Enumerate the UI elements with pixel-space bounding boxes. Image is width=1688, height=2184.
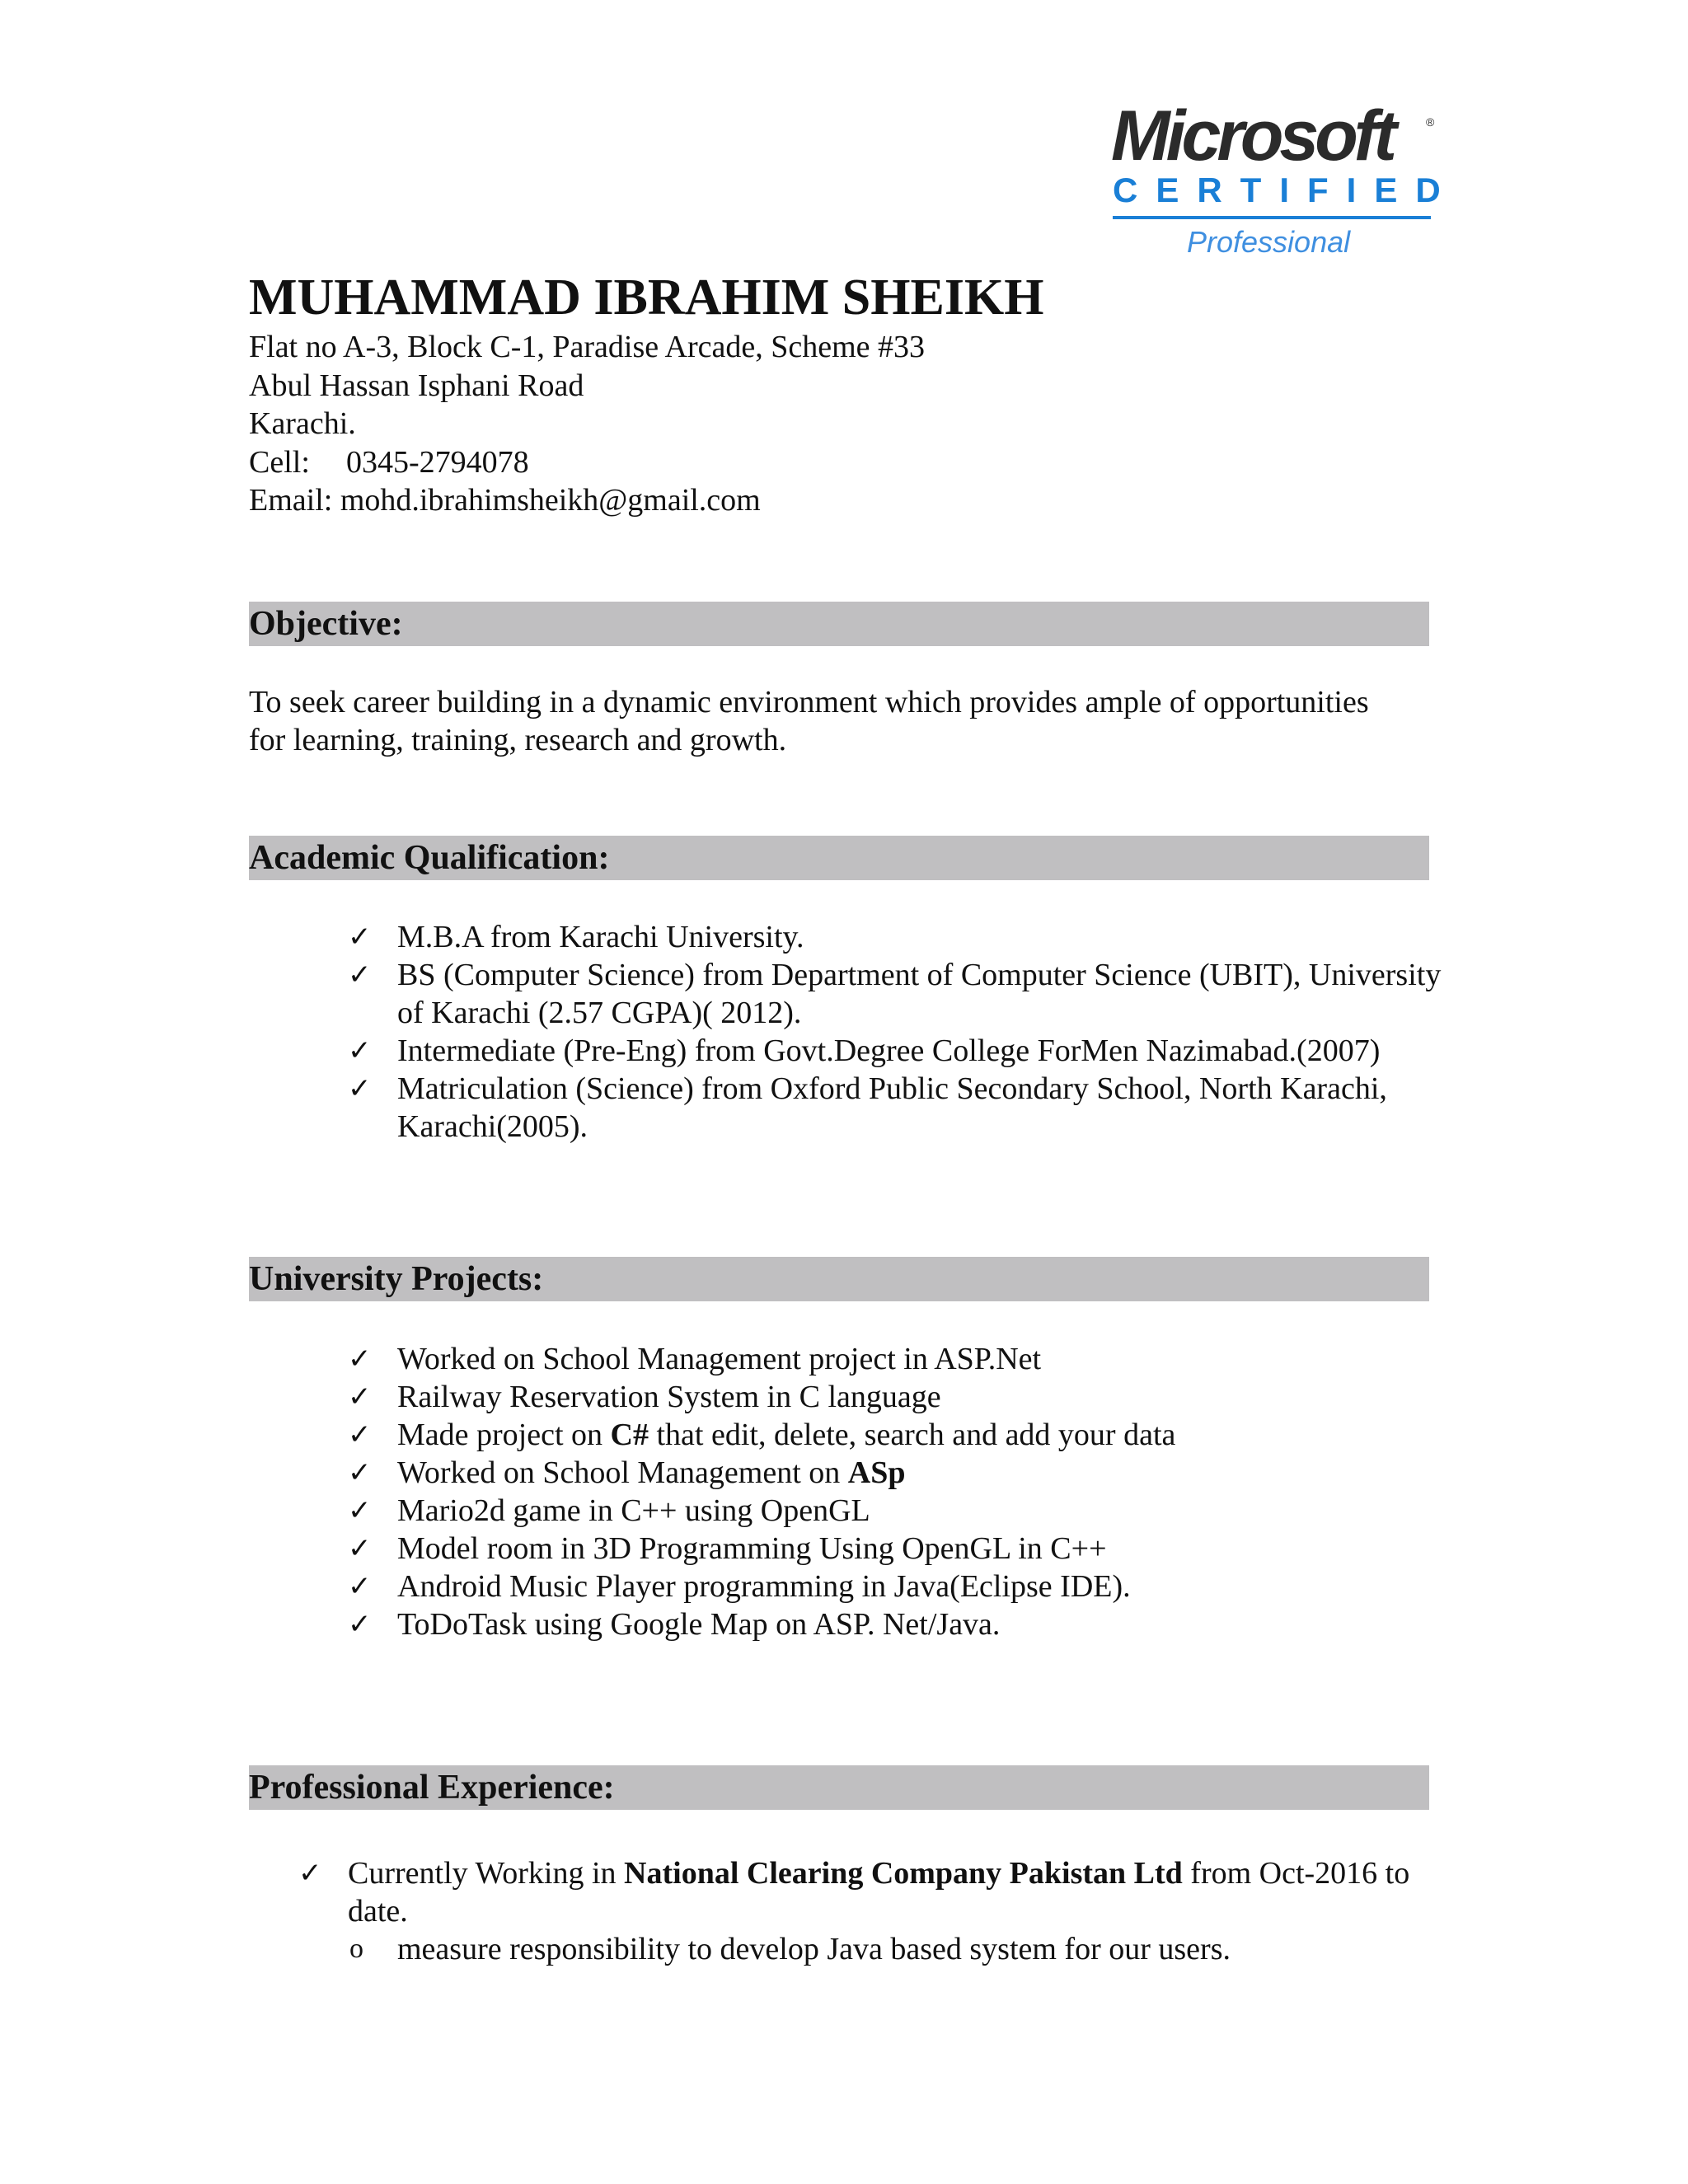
employer-name: National Clearing Company Pakistan Ltd bbox=[624, 1856, 1183, 1891]
check-icon: ✓ bbox=[348, 1072, 372, 1105]
experience-item-post: from Oct-2016 to date. bbox=[348, 1856, 1410, 1929]
check-icon: ✓ bbox=[348, 1608, 372, 1641]
check-icon: ✓ bbox=[348, 921, 372, 954]
cell-row bbox=[249, 443, 925, 482]
microsoft-certified-logo bbox=[1111, 96, 1459, 265]
email-row bbox=[249, 481, 925, 520]
list-item bbox=[348, 956, 1452, 1032]
check-icon: ✓ bbox=[348, 1456, 372, 1489]
project-item: Model room in 3D Programming Using OpenGL in C++ bbox=[397, 1531, 1107, 1566]
check-icon: ✓ bbox=[348, 1380, 372, 1413]
list-item bbox=[348, 1416, 1452, 1454]
project-item-pre: Worked on School Management on bbox=[397, 1455, 848, 1490]
experience-sub-list bbox=[348, 1930, 1452, 1968]
list-item bbox=[348, 1454, 1452, 1492]
project-item-post: that edit, delete, search and add your data bbox=[648, 1418, 1176, 1452]
address-line: Abul Hassan Isphani Road bbox=[249, 368, 584, 403]
list-item bbox=[298, 1930, 1452, 1968]
academic-item: BS (Computer Science) from Department of Computer Science (UBIT), University of Karachi (2.57 CGPA)( 2012). bbox=[397, 958, 1442, 1030]
objective-section-header bbox=[249, 602, 1429, 646]
check-icon: ✓ bbox=[348, 1034, 372, 1067]
list-item bbox=[348, 918, 1452, 956]
check-icon: ✓ bbox=[348, 1418, 372, 1451]
objective-line: for learning, training, research and growth. bbox=[249, 723, 787, 757]
academic-section-header bbox=[249, 836, 1429, 880]
objective-line: To seek career building in a dynamic environment which provides ample of opportunities bbox=[249, 685, 1369, 719]
project-item-pre: Made project on bbox=[397, 1418, 611, 1452]
list-item bbox=[348, 1032, 1452, 1070]
logo-certified: CERTIFIED bbox=[1113, 171, 1459, 209]
academic-item: Intermediate (Pre-Eng) from Govt.Degree College ForMen Nazimabad.(2007) bbox=[397, 1033, 1381, 1068]
academic-item: Matriculation (Science) from Oxford Public Secondary School, North Karachi, Karachi(2005). bbox=[397, 1071, 1387, 1144]
logo-professional: Professional bbox=[1187, 225, 1351, 259]
list-item bbox=[348, 1605, 1452, 1643]
list-item bbox=[348, 1568, 1452, 1605]
email-label: Email: bbox=[249, 483, 333, 518]
email-address: mohd.ibrahimsheikh@gmail.com bbox=[340, 483, 761, 518]
cell-label: Cell: bbox=[249, 444, 310, 480]
circle-bullet-icon: o bbox=[349, 1933, 363, 1964]
list-item bbox=[348, 1340, 1452, 1378]
address-line: Karachi. bbox=[249, 406, 356, 441]
project-item-bold: ASp bbox=[847, 1455, 906, 1490]
project-item: Android Music Player programming in Java(Eclipse IDE). bbox=[397, 1569, 1131, 1604]
experience-section-header bbox=[249, 1765, 1429, 1810]
projects-section-header bbox=[249, 1257, 1429, 1301]
list-item bbox=[348, 1530, 1452, 1568]
experience-title: Professional Experience: bbox=[249, 1769, 615, 1807]
experience-list bbox=[298, 1854, 1452, 1968]
check-icon: ✓ bbox=[298, 1857, 322, 1890]
check-icon: ✓ bbox=[348, 958, 372, 991]
list-item bbox=[298, 1854, 1452, 1968]
candidate-name: MUHAMMAD IBRAHIM SHEIKH bbox=[249, 269, 1044, 326]
list-item bbox=[348, 1378, 1452, 1416]
projects-list bbox=[348, 1340, 1452, 1643]
project-item: ToDoTask using Google Map on ASP. Net/Java. bbox=[397, 1607, 1001, 1642]
objective-text bbox=[249, 683, 1369, 759]
projects-title: University Projects: bbox=[249, 1260, 544, 1298]
contact-block bbox=[249, 328, 925, 520]
objective-title: Objective: bbox=[249, 605, 403, 643]
check-icon: ✓ bbox=[348, 1570, 372, 1603]
list-item bbox=[348, 1070, 1452, 1146]
check-icon: ✓ bbox=[348, 1494, 372, 1527]
cell-number: 0345-2794078 bbox=[346, 444, 529, 480]
academic-title: Academic Qualification: bbox=[249, 839, 610, 877]
address-line: Flat no A-3, Block C-1, Paradise Arcade, Scheme #33 bbox=[249, 330, 926, 364]
project-item-bold: C# bbox=[610, 1418, 649, 1452]
academic-item: M.B.A from Karachi University. bbox=[397, 920, 804, 954]
logo-registered-mark: ® bbox=[1426, 115, 1435, 129]
project-item: Worked on School Management project in ASP.Net bbox=[397, 1342, 1042, 1376]
project-item: Mario2d game in C++ using OpenGL bbox=[397, 1493, 870, 1528]
project-item: Railway Reservation System in C language bbox=[397, 1380, 941, 1414]
list-item bbox=[348, 1492, 1452, 1530]
logo-divider bbox=[1113, 216, 1431, 219]
check-icon: ✓ bbox=[348, 1532, 372, 1565]
logo-brand: Microsoft bbox=[1111, 96, 1393, 176]
academic-list bbox=[348, 918, 1452, 1146]
experience-sub-item: measure responsibility to develop Java based system for our users. bbox=[397, 1932, 1231, 1966]
check-icon: ✓ bbox=[348, 1343, 372, 1376]
experience-item-pre: Currently Working in bbox=[348, 1856, 625, 1891]
